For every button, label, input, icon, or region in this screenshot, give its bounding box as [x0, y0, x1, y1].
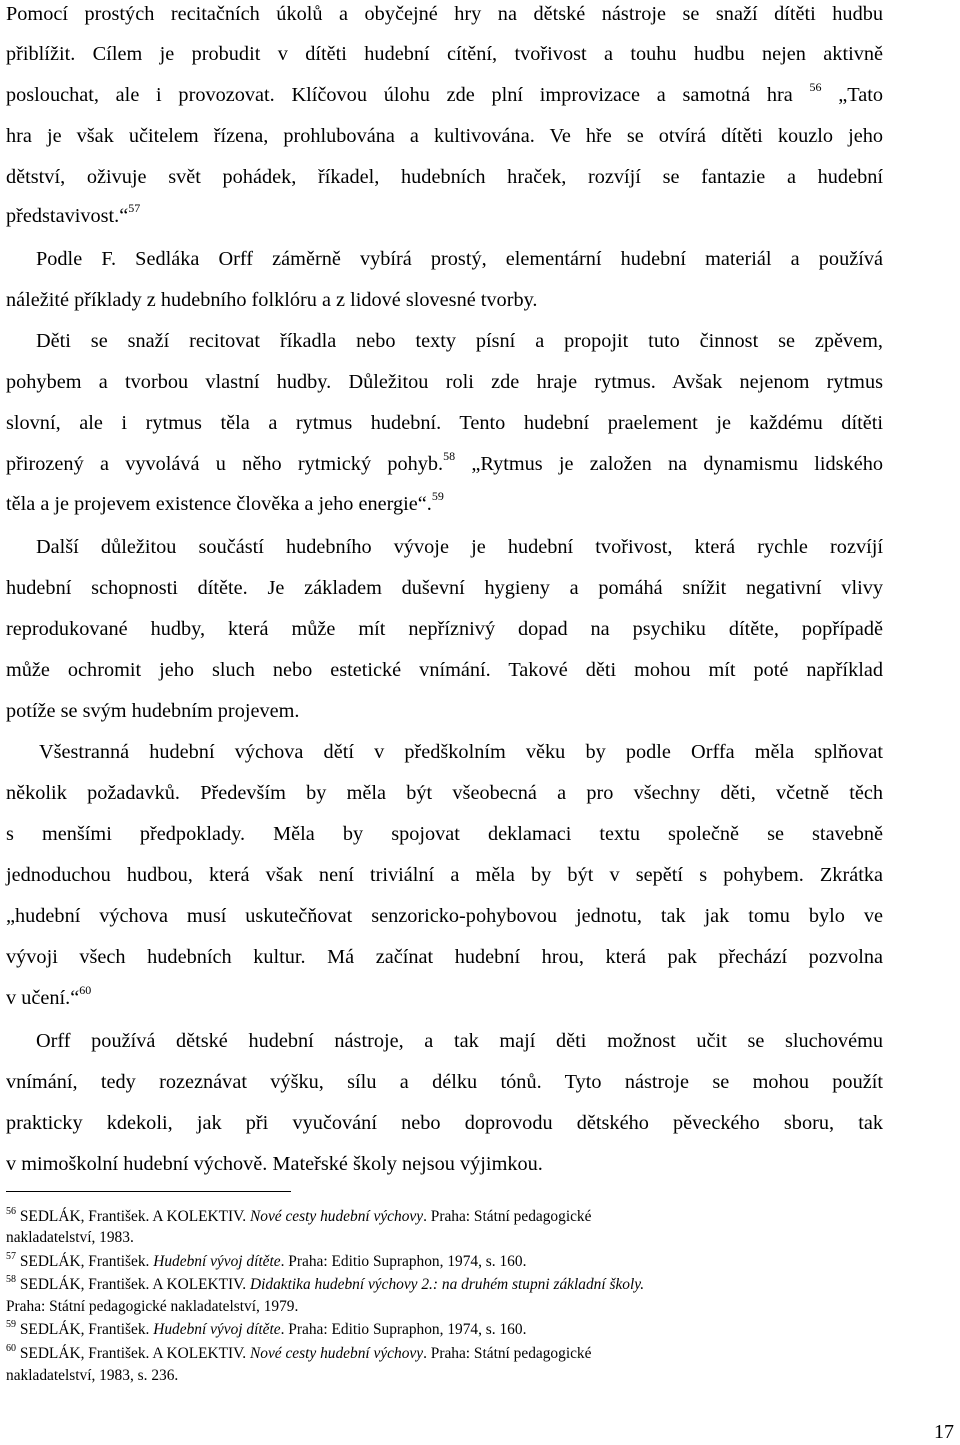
footnote-ref: 57 — [128, 201, 141, 216]
footnote-ref: 60 — [79, 983, 92, 998]
body-line: jednoduchou hudbou, která však není triviální a měla by být v sepětí s pohybem. Zkrátka — [6, 864, 883, 886]
body-line: pohybem a tvorbou vlastní hudby. Důležitou roli zde hraje rytmus. Avšak nejenom rytmus — [6, 371, 883, 393]
footnote: $^{57}$ SEDLÁK, František. Hudební vývoj dítěte. Praha: Editio Supraphon, 1974, s. 160. — [6, 1250, 527, 1270]
body-line: Děti se snaží recitovat říkadla nebo texty písní a propojit tuto činnost se zpěvem, — [36, 330, 883, 352]
body-line: poslouchat, ale i provozovat. Klíčovou úlohu zde plní improvizace a samotná hra $^{56}$ „Tato — [6, 80, 883, 106]
body-line: vnímání, tedy rozeznávat výšku, sílu a délku tónů. Tyto nástroje se mohou použít — [6, 1071, 883, 1093]
footnote: $^{60}$ SEDLÁK, František. A KOLEKTIV. Nové cesty hudební výchovy. Praha: Státní pedagogické — [6, 1342, 592, 1362]
body-line: může ochromit jeho sluch nebo estetické vnímání. Takové děti mohou mít poté například — [6, 659, 883, 681]
body-line: reprodukované hudby, která může mít nepříznivý dopad na psychiku dítěte, popřípadě — [6, 618, 883, 640]
body-line: hra je však učitelem řízena, prohlubována a kultivována. Ve hře se otvírá dítěti kouzlo jeho — [6, 125, 883, 147]
body-line: slovní, ale i rytmus těla a rytmus hudební. Tento hudební praelement je každému dítěti — [6, 412, 883, 434]
footnote-separator — [6, 1191, 291, 1192]
body-line: vývoji všech hudebních kultur. Má začínat hudební hrou, která pak přechází pozvolna — [6, 946, 883, 968]
body-line: Další důležitou součástí hudebního vývoje je hudební tvořivost, která rychle rozvíjí — [36, 536, 883, 558]
body-line: hudební schopnosti dítěte. Je základem duševní hygieny a pomáhá snížit negativní vlivy — [6, 577, 883, 599]
body-line: náležité příklady z hudebního folklóru a z lidové slovesné tvorby. — [6, 289, 538, 311]
footnote-continuation: nakladatelství, 1983. — [6, 1229, 134, 1246]
body-line: potíže se svým hudebním projevem. — [6, 700, 300, 722]
body-line: Pomocí prostých recitačních úkolů a obyčejné hry na dětské nástroje se snaží dítěti hudbu — [6, 3, 883, 25]
body-line: dětství, oživuje svět pohádek, říkadel, hudebních hraček, rozvíjí se fantazie a hudební — [6, 166, 883, 188]
body-line: přirozený a vyvolává u něho rytmický pohyb.$^{58}$ „Rytmus je založen na dynamismu lidského — [6, 449, 883, 475]
footnote-ref: 58 — [443, 449, 456, 464]
body-line: prakticky kdekoli, jak při vyučování nebo doprovodu dětského pěveckého sboru, tak — [6, 1112, 883, 1134]
footnote: $^{59}$ SEDLÁK, František. Hudební vývoj dítěte. Praha: Editio Supraphon, 1974, s. 160. — [6, 1318, 527, 1338]
footnote: $^{58}$ SEDLÁK, František. A KOLEKTIV. Didaktika hudební výchovy 2.: na druhém stupni základní školy. — [6, 1273, 645, 1293]
body-line: v mimoškolní hudební výchově. Mateřské školy nejsou výjimkou. — [6, 1153, 543, 1175]
body-line: přiblížit. Cílem je probudit v dítěti hudební cítění, tvořivost a touhu hudbu nejen aktivně — [6, 43, 883, 65]
body-line: Orff používá dětské hudební nástroje, a tak mají děti možnost učit se sluchovému — [36, 1030, 883, 1052]
footnote-ref: 59 — [431, 489, 444, 504]
footnote-continuation: nakladatelství, 1983, s. 236. — [6, 1367, 179, 1384]
inline-quote: „Tato — [838, 84, 883, 106]
body-line: v učení.“$^{60}$ — [6, 983, 92, 1009]
footnote: $^{56}$ SEDLÁK, František. A KOLEKTIV. Nové cesty hudební výchovy. Praha: Státní pedagogické — [6, 1205, 592, 1225]
footnote-continuation: Praha: Státní pedagogické nakladatelství, 1979. — [6, 1298, 299, 1315]
body-line: s menšími předpoklady. Měla by spojovat deklamaci textu společně se stavebně — [6, 823, 883, 845]
body-line: těla a je projevem existence člověka a jeho energie“.$^{59}$ — [6, 489, 444, 515]
body-line: několik požadavků. Především by měla být všeobecná a pro všechny děti, včetně těch — [6, 782, 883, 804]
body-line: představivost.“$^{57}$ — [6, 201, 141, 227]
page-number: 17 — [934, 1421, 954, 1443]
body-line: „hudební výchova musí uskutečňovat senzoricko-pohybovou jednotu, tak jak tomu bylo ve — [6, 905, 883, 927]
footnote-ref: 56 — [809, 80, 822, 95]
body-line: Podle F. Sedláka Orff záměrně vybírá prostý, elementární hudební materiál a používá — [36, 248, 883, 270]
body-line: Všestranná hudební výchova dětí v předškolním věku by podle Orffa měla splňovat — [39, 741, 883, 763]
